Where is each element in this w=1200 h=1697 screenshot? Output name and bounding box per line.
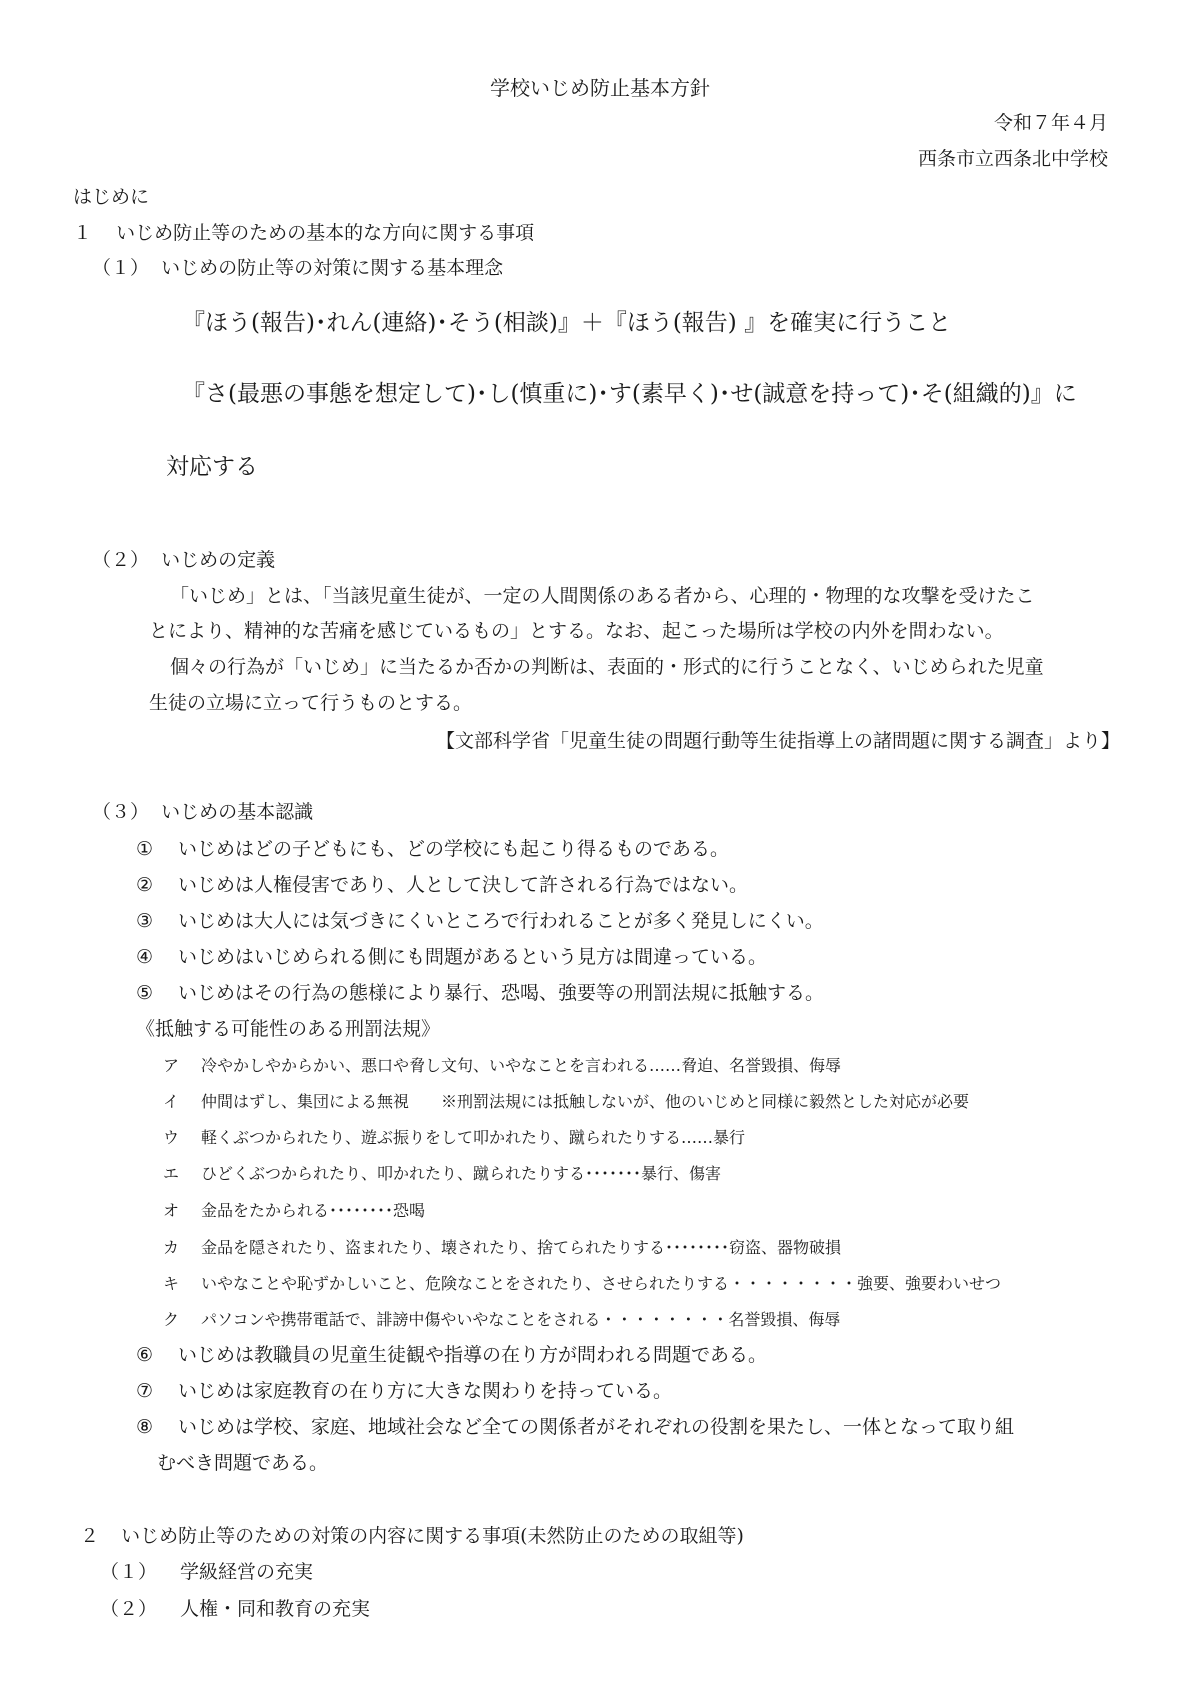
penal-item-mark: カ [163,1238,180,1257]
definition-line-4: 生徒の立場に立って行うものとする。 [149,692,473,714]
penal-item [163,1276,1001,1292]
sub2-heading [92,551,275,570]
section2-item [100,1600,370,1619]
penal-item-mark: エ [163,1164,180,1183]
list-item-mark: ③ [136,910,154,932]
list-item-text: いじめは大人には気づきにくいところで行われることが多く発見しにくい。 [178,910,824,932]
penal-item-mark: オ [163,1201,180,1220]
penal-item-mark: ウ [163,1128,180,1147]
penal-item [163,1130,745,1146]
list-item-text: いじめは教職員の児童生徒観や指導の在り方が問われる問題である。 [178,1344,768,1366]
section2-item-number: （２） [100,1598,158,1620]
section2-item [100,1563,313,1582]
list-item-mark: ① [136,838,154,860]
list-item [136,1382,672,1401]
list-item-mark: ④ [136,946,154,968]
list-item-text: いじめはいじめられる側にも問題があるという見方は間違っている。 [178,946,768,968]
penal-item-text: いやなことや恥ずかしいこと、危険なことをされたり、させられたりする・・・・・・・・強要、強要わいせつ [201,1274,1002,1293]
issue-date: 令和７年４月 [993,112,1108,134]
penal-item-mark: キ [163,1274,180,1293]
penal-item [163,1203,425,1219]
slogan-line-3: 対応する [166,454,258,480]
penal-item-mark: ク [163,1310,180,1329]
intro-heading: はじめに [73,186,150,208]
list-item [136,840,729,859]
sub2-number: （２） [92,549,150,571]
definition-source: 【文部科学省「児童生徒の問題行動等生徒指導上の諸問題に関する調査」より】 [435,730,1120,752]
section2-item-number: （１） [100,1561,158,1583]
list-item [136,1418,1014,1437]
slogan-line-1: 『ほう(報告)･れん(連絡)･そう(相談)』＋『ほう(報告) 』を確実に行うこと [182,310,952,336]
list-item-text: いじめは家庭教育の在り方に大きな関わりを持っている。 [178,1380,673,1402]
penal-item-text: 冷やかしやからかい、悪口や脅し文句、いやなことを言われる……脅迫、名誉毀損、侮辱 [201,1056,842,1075]
penal-item-text: 金品をたかられる････････恐喝 [201,1201,426,1220]
penal-item [163,1058,841,1074]
penal-item-text: 軽くぶつかられたり、遊ぶ振りをして叩かれたり、蹴られたりする……暴行 [201,1128,746,1147]
list-item-mark: ⑥ [136,1344,154,1366]
list-item-text: いじめはその行為の態様により暴行、恐喝、強要等の刑罰法規に抵触する。 [178,982,825,1004]
penal-item-text: パソコンや携帯電話で、誹謗中傷やいやなことをされる・・・・・・・・名誉毀損、侮辱 [201,1310,841,1329]
definition-line-3: 個々の行為が「いじめ」に当たるか否かの判断は、表面的・形式的に行うことなく、いじめられた児童 [170,656,1044,678]
list-item-mark: ⑦ [136,1380,154,1402]
sub3-number: （３） [92,801,150,823]
penal-item [163,1166,721,1182]
list-item [136,984,824,1003]
page-title: 学校いじめ防止基本方針 [490,76,710,100]
section2-title: いじめ防止等のための対策の内容に関する事項(未然防止のための取組等) [121,1525,744,1547]
penal-heading: 《抵触する可能性のある刑罰法規》 [136,1018,441,1040]
penal-item-mark: ア [163,1056,180,1075]
definition-line-1: 「いじめ」とは、「当該児童生徒が、一定の人間関係のある者から、心理的・物理的な攻撃を受けたこ [170,585,1035,607]
sub1-title: いじめの防止等の対策に関する基本理念 [161,257,504,279]
penal-item [163,1240,841,1256]
sub1-heading [92,259,503,278]
list-item-text: いじめはどの子どもにも、どの学校にも起こり得るものである。 [178,838,730,860]
sub3-title: いじめの基本認識 [161,801,314,823]
sub1-number: （１） [92,257,150,279]
list-item [136,1346,767,1365]
section2-number: ２ [80,1525,100,1547]
penal-item-text: 仲間はずし、集団による無視 ※刑罰法規には抵触しないが、他のいじめと同様に毅然とした対応が必要 [201,1092,970,1111]
school-name: 西条市立西条北中学校 [917,148,1108,170]
slogan-line-2: 『さ(最悪の事態を想定して)･し(慎重に)･す(素早く)･せ(誠意を持って)･そ(組織的)』に [182,381,1077,407]
list-item-mark: ⑧ [136,1416,154,1438]
penal-item-text: ひどくぶつかられたり、叩かれたり、蹴られたりする･･･････暴行、傷害 [201,1164,722,1183]
section1-heading [73,224,534,243]
section1-number: １ [73,222,93,244]
sub3-heading [92,803,313,822]
section2-item-text: 学級経営の充実 [180,1561,314,1583]
penal-item [163,1094,969,1110]
list-item [136,876,748,895]
penal-item [163,1312,840,1328]
section2-item-text: 人権・同和教育の充実 [180,1598,371,1620]
list-item-mark: ② [136,874,154,896]
list-item-continuation: むべき問題である。 [157,1452,329,1474]
list-item-text: いじめは人権侵害であり、人として決して許される行為ではない。 [178,874,749,896]
definition-line-2: とにより、精神的な苦痛を感じているもの」とする。なお、起こった場所は学校の内外を問わない。 [149,620,1004,642]
list-item-text: いじめは学校、家庭、地域社会など全ての関係者がそれぞれの役割を果たし、一体となって取り組 [178,1416,1015,1438]
section2-heading [80,1527,744,1546]
list-item [136,948,767,967]
penal-item-text: 金品を隠されたり、盗まれたり、壊されたり、捨てられたりする････････窃盗、器物破損 [201,1238,842,1257]
sub2-title: いじめの定義 [161,549,276,571]
penal-item-mark: イ [163,1092,180,1111]
section1-title: いじめ防止等のための基本的な方向に関する事項 [116,222,535,244]
list-item [136,912,824,931]
list-item-mark: ⑤ [136,982,154,1004]
